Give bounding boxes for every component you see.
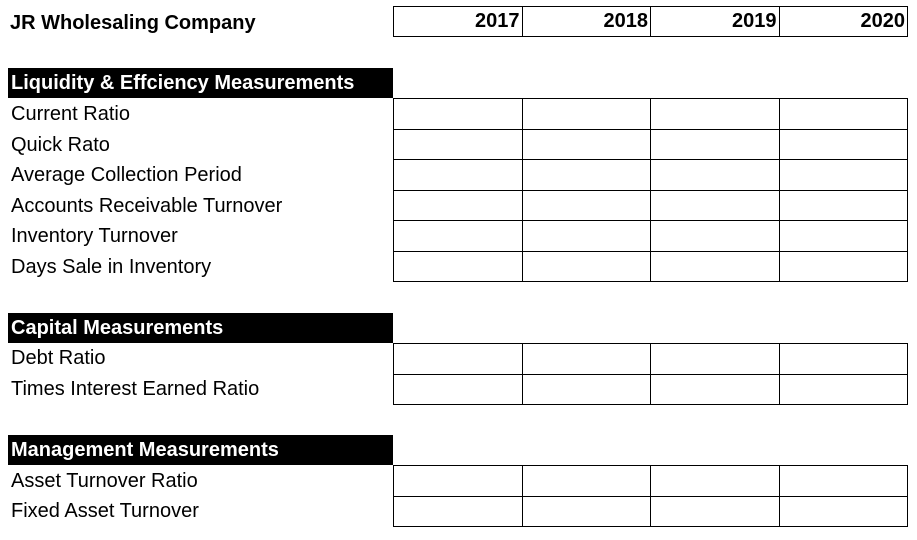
data-grid-liquidity <box>393 98 908 282</box>
table-row <box>394 99 908 130</box>
row-label: Accounts Receivable Turnover <box>11 194 283 217</box>
data-cell[interactable] <box>523 221 652 252</box>
section-header-capital: Capital Measurements <box>8 313 393 343</box>
data-cell[interactable] <box>651 130 780 161</box>
table-row <box>394 191 908 222</box>
row-label: Debt Ratio <box>11 347 106 369</box>
data-cell[interactable] <box>394 191 523 222</box>
data-cell[interactable] <box>780 375 909 406</box>
year-header-cell: 2018 <box>523 7 652 36</box>
table-row <box>394 252 908 283</box>
data-cell[interactable] <box>780 344 909 375</box>
data-cell[interactable] <box>523 99 652 130</box>
year-header-cell: 2020 <box>860 10 905 32</box>
data-cell[interactable] <box>651 99 780 130</box>
data-cell[interactable] <box>780 99 909 130</box>
table-row <box>394 344 908 375</box>
section-header-liquidity: Liquidity & Effciency Measurements <box>8 68 393 98</box>
data-cell[interactable] <box>523 191 652 222</box>
data-cell[interactable] <box>394 375 523 406</box>
row-label: Quick Rato <box>11 133 110 156</box>
section-header-management: Management Measurements <box>8 435 393 465</box>
row-label: Average Collection Period <box>11 164 242 186</box>
data-cell[interactable] <box>394 221 523 252</box>
row-label: Inventory Turnover <box>11 225 178 247</box>
data-grid-capital <box>393 343 908 405</box>
table-row <box>394 466 908 497</box>
data-cell[interactable] <box>394 497 523 528</box>
data-cell[interactable] <box>523 160 652 191</box>
data-cell[interactable] <box>780 221 909 252</box>
data-cell[interactable] <box>394 344 523 375</box>
data-cell[interactable] <box>780 191 909 222</box>
data-cell[interactable] <box>523 466 652 497</box>
table-row <box>394 130 908 161</box>
data-cell[interactable] <box>780 466 909 497</box>
data-cell[interactable] <box>651 344 780 375</box>
row-label: Times Interest Earned Ratio <box>11 378 260 400</box>
data-cell[interactable] <box>651 497 780 528</box>
data-cell[interactable] <box>780 130 909 161</box>
year-header-row <box>393 6 908 37</box>
year-header-cell: 2019 <box>651 7 780 36</box>
data-cell[interactable] <box>651 375 780 406</box>
row-label: Current Ratio <box>11 103 130 125</box>
data-grid-management <box>393 465 908 527</box>
data-cell[interactable] <box>394 130 523 161</box>
data-cell[interactable] <box>780 160 909 191</box>
data-cell[interactable] <box>394 99 523 130</box>
table-row <box>394 375 908 406</box>
row-label: Asset Turnover Ratio <box>11 470 198 492</box>
data-cell[interactable] <box>523 252 652 283</box>
data-cell[interactable] <box>523 130 652 161</box>
data-cell[interactable] <box>523 497 652 528</box>
data-cell[interactable] <box>651 160 780 191</box>
data-cell[interactable] <box>394 466 523 497</box>
data-cell[interactable] <box>394 160 523 191</box>
table-row <box>394 221 908 252</box>
data-cell[interactable] <box>523 344 652 375</box>
data-cell[interactable] <box>780 252 909 283</box>
page-title: JR Wholesaling Company <box>10 12 256 34</box>
data-cell[interactable] <box>780 497 909 528</box>
year-header-cell: 2017 <box>394 7 523 36</box>
table-row <box>394 497 908 528</box>
row-label: Days Sale in Inventory <box>11 255 212 278</box>
data-cell[interactable] <box>651 191 780 222</box>
data-cell[interactable] <box>651 466 780 497</box>
row-label: Fixed Asset Turnover <box>11 500 199 522</box>
data-cell[interactable] <box>394 252 523 283</box>
data-cell[interactable] <box>651 221 780 252</box>
data-cell[interactable] <box>651 252 780 283</box>
table-row <box>394 160 908 191</box>
data-cell[interactable] <box>523 375 652 406</box>
